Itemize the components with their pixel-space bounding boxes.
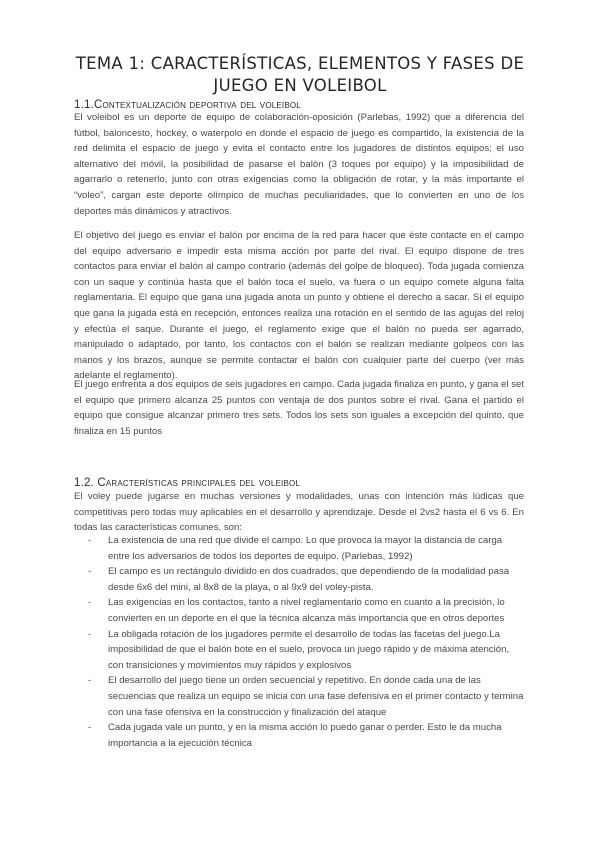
bullet-dash: -: [88, 535, 92, 546]
section-heading-contextualizacion: 1.1.Contextualización deportiva del voleibol: [74, 99, 301, 111]
bullet-dash: -: [88, 675, 92, 687]
list-item-text: Cada jugada vale un punto, y en la misma acción lo puedo ganar o perder. Esto le da mucha importancia a la ejecución técnica: [108, 722, 502, 749]
paragraph-scoring: El juego enfrenta a dos equipos de seis jugadores en campo. Cada jugada finaliza en punto, y gana el set el equipo que primero alcanza 25 puntos con ventaja de dos puntos sobre el rival. Gana el partido el equipo que consigue alcanzar primero tres sets. Todos los sets son iguales a excepción del quinto, que finaliza en 15 puntos: [74, 379, 524, 437]
section-heading-caracteristicas: 1.2. Características principales del voleibol: [74, 477, 301, 489]
list-item-text: El desarrollo del juego tiene un orden secuencial y repetitivo. En donde cada una de las secuencias que realiza un equipo se inicia con una fase defensiva en el primer contacto y termina con una fase ofensiva en la construcción y finalización del ataque: [108, 675, 524, 718]
list-item: [74, 533, 524, 564]
list-item: [74, 673, 524, 720]
list-item-text: La existencia de una red que divide el campo. Lo que provoca la mayor la distancia de carga entre los adversarios de todos los deportes de equipo. (Parlebas, 1992): [108, 535, 503, 562]
list-item-text: El campo es un rectángulo dividido en dos cuadrados, que dependiendo de la modalidad pasa desde 6x6 del mini, al 8x8 de la playa, o al 9x9 del voley-pista.: [108, 566, 510, 593]
paragraph-modalities: El voley puede jugarse en muchas versiones y modalidades, unas con intención más lúdicas que competitivas pero todas muy aplicables en el desarrollo y aprendizaje. Desde el 2vs2 hasta el 6 vs 6. En todas las características comunes, son:: [74, 491, 524, 534]
bullet-dash: -: [88, 597, 92, 609]
list-item-text: Las exigencias en los contactos, tanto a nivel reglamentario como en cuanto a la precisión, lo convierten en un deporte en el que la técnica alcanza más importancia que en otros deportes: [108, 597, 505, 624]
bullet-dash: -: [88, 566, 92, 578]
paragraph-definition: El voleibol es un deporte de equipo de colaboración-oposición (Parlebas, 1992) que a diferencia del fútbol, baloncesto, hockey, o waterpolo en donde el espacio de juego es compartido, la existencia de la red delimita el espacio de juego y evita el contacto entre los jugadores de distintos equipos; el uso alternativo del móvil, la posibilidad de pasarse el balón (3 toques por equipo) y la imposibilidad de agarrarlo o retenerlo, junto con otras exigencias como la obligación de rotar, y la más importante el “voleo”, cargan este deporte olímpico de muchas peculiaridades, que lo convierten en uno de los deportes más dinámicos y atractivos.: [74, 112, 524, 217]
list-item: [74, 564, 524, 595]
list-item: [74, 595, 524, 626]
bullet-dash: -: [88, 628, 92, 640]
page-title: TEMA 1: CARACTERÍSTICAS, ELEMENTOS Y FASES DE JUEGO EN VOLEIBOL: [75, 54, 525, 96]
bullet-dash: -: [88, 722, 92, 734]
paragraph-objective: El objetivo del juego es enviar el balón por encima de la red para hacer que éste contacte en el campo del equipo adversario e impedir esta misma acción por parte del rival. El equipo dispone de tres contactos para enviar el balón al campo contrario (además del golpe de bloqueo). Toda jugada comienza con un saque y continúa hasta que el balón toca el suelo, va fuera o un equipo comete alguna falta reglamentaria. El equipo que gana una jugada anota un punto y obtiene el derecho a sacar. Si el equipo que gana la jugada está en recepción, entonces realiza una rotación en el sentido de las agujas del reloj y efectúa el saque. Durante el juego, el reglamento exige que el balón no pueda ser agarrado, manipulado o adaptado, por tanto, los contactos con el balón se realizan mediante golpeos con las manos y los brazos, aunque se permite contactar el balón con cualquier parte del cuerpo (ver más adelante el reglamento).: [74, 230, 524, 382]
characteristics-list: [74, 533, 524, 751]
list-item: [74, 627, 524, 674]
list-item-text: La obligada rotación de los jugadores permite el desarrollo de todas las facetas del juego.La imposibilidad de que el balón bote en el suelo, provoca un juego rápido y de máxima atención, con transiciones y movimientos muy rápidos y explosivos: [108, 628, 510, 671]
list-item: [74, 720, 524, 751]
